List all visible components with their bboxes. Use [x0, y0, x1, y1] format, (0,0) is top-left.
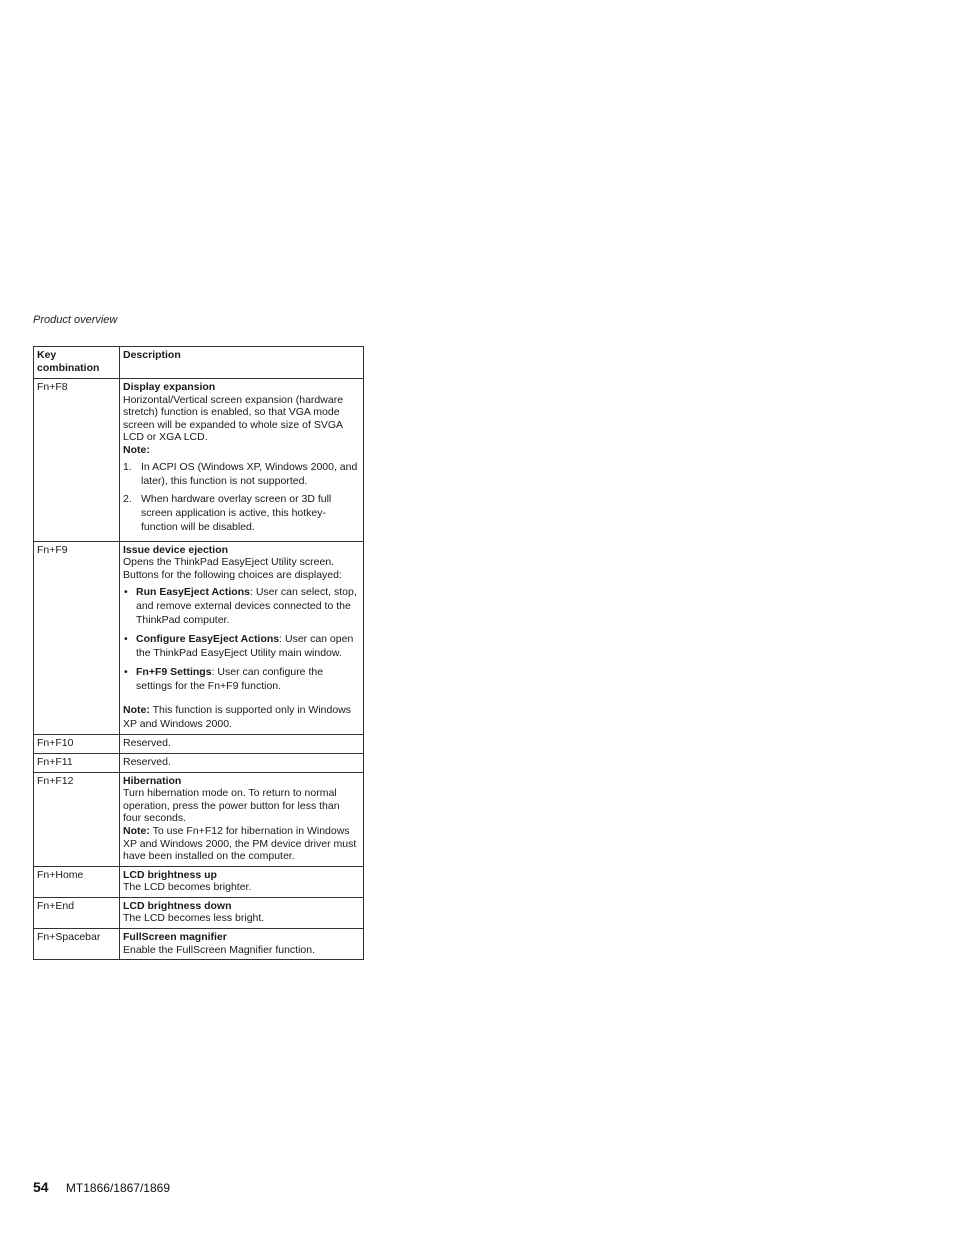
key-cell: Fn+F10	[34, 735, 120, 754]
list-item	[123, 585, 360, 627]
table-row	[34, 735, 364, 754]
table-row	[34, 379, 364, 542]
bullet-icon: •	[124, 586, 128, 599]
table-row	[34, 929, 364, 960]
note-number: 2.	[123, 492, 132, 505]
entry-body: Horizontal/Vertical screen expansion (hardware stretch) function is enabled, so that VGA mode screen will be expanded to whole size of SVGA LCD or XGA LCD.	[123, 393, 344, 444]
choice-list	[123, 585, 360, 693]
choice-term: Fn+F9 Settings	[136, 666, 212, 679]
note-label: Note:	[123, 824, 150, 837]
entry-title: Display expansion	[123, 381, 216, 393]
table-header-row	[34, 347, 364, 379]
entry-body: Opens the ThinkPad EasyEject Utility screen. Buttons for the following choices are displayed:	[123, 556, 342, 581]
note-list	[123, 460, 360, 534]
key-combination-table	[33, 346, 364, 960]
note-text: To use Fn+F12 for hibernation in Windows XP and Windows 2000, the PM device driver must have been installed on the computer.	[123, 824, 357, 863]
note-number: 1.	[123, 460, 132, 473]
note	[123, 703, 360, 731]
list-item	[123, 665, 360, 693]
note-item	[123, 492, 360, 534]
entry-title: Hibernation	[123, 774, 182, 787]
model-number: MT1866/1867/1869	[65, 1181, 171, 1195]
bullet-icon: •	[124, 666, 128, 679]
description-cell	[120, 866, 364, 897]
description-cell	[120, 929, 364, 960]
description-cell	[120, 772, 364, 866]
entry-title: FullScreen magnifier	[123, 931, 227, 944]
choice-text: : User can configure the settings for the Fn+F9 function.	[136, 666, 324, 693]
entry-body: The LCD becomes brighter.	[123, 881, 252, 894]
note-text: When hardware overlay screen or 3D full screen application is active, this hotkey-function will be disabled.	[141, 492, 332, 533]
entry-title: Issue device ejection	[123, 543, 229, 556]
description-cell: Reserved.	[120, 753, 364, 772]
entry-body: Turn hibernation mode on. To return to normal operation, press the power button for less than four seconds.	[123, 787, 340, 825]
note-text: In ACPI OS (Windows XP, Windows 2000, and later), this function is not supported.	[141, 460, 358, 487]
note-label: Note:	[123, 704, 150, 717]
entry-title: LCD brightness down	[123, 899, 232, 912]
key-cell: Fn+F11	[34, 753, 120, 772]
note-text: This function is supported only in Windows XP and Windows 2000.	[123, 704, 352, 731]
column-header-description: Description	[120, 347, 364, 379]
table-row	[34, 866, 364, 897]
key-cell: Fn+F9	[34, 541, 120, 735]
table-row	[34, 753, 364, 772]
note-label: Note:	[123, 443, 150, 456]
key-cell: Fn+F8	[34, 379, 120, 542]
entry-body: The LCD becomes less bright.	[123, 912, 265, 925]
choice-term: Run EasyEject Actions	[136, 586, 250, 599]
page-footer	[33, 1179, 170, 1195]
table-row	[34, 897, 364, 928]
key-cell: Fn+Spacebar	[34, 929, 120, 960]
column-header-key: Key combination	[34, 347, 120, 379]
entry-title: LCD brightness up	[123, 868, 217, 881]
list-item	[123, 632, 360, 660]
table-row	[34, 772, 364, 866]
description-cell	[120, 541, 364, 735]
key-cell: Fn+Home	[34, 866, 120, 897]
key-cell: Fn+End	[34, 897, 120, 928]
choice-text: : User can open the ThinkPad EasyEject Utility main window.	[136, 633, 354, 660]
key-cell: Fn+F12	[34, 772, 120, 866]
choice-text: : User can select, stop, and remove external devices connected to the ThinkPad computer.	[136, 586, 357, 627]
choice-term: Configure EasyEject Actions	[136, 633, 280, 646]
running-head: Product overview	[33, 314, 118, 326]
bullet-icon: •	[124, 633, 128, 646]
page-number: 54	[33, 1179, 49, 1195]
description-cell	[120, 897, 364, 928]
description-cell	[120, 379, 364, 542]
entry-body: Enable the FullScreen Magnifier function.	[123, 943, 316, 956]
note-item	[123, 460, 360, 488]
table-row	[34, 541, 364, 735]
description-cell: Reserved.	[120, 735, 364, 754]
